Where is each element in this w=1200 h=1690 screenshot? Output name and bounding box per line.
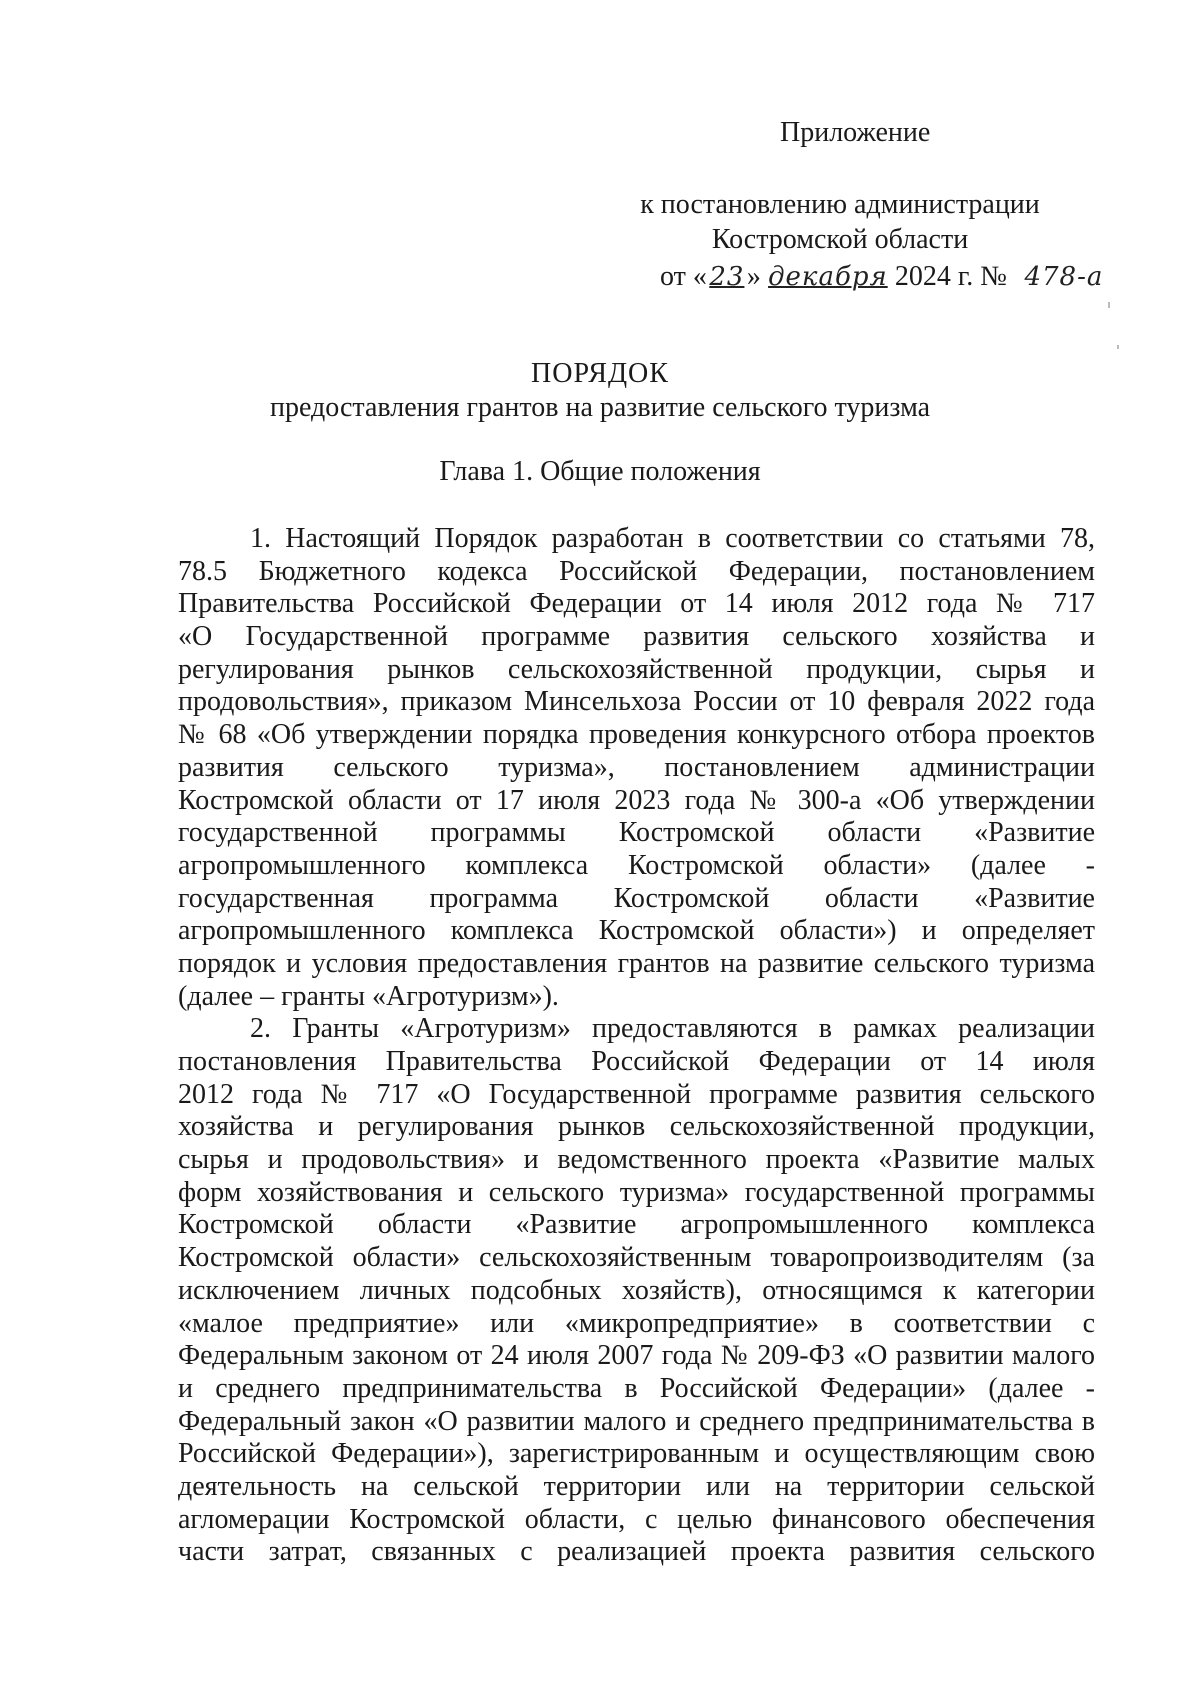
text-line: продовольствия», приказом Минсельхоза России от 10 февраля 2022 года	[178, 686, 1095, 718]
text-line: № 68 «Об утверждении порядка проведения конкурсного отбора проектов	[178, 719, 1095, 751]
paragraph-2	[178, 1013, 1095, 1569]
text-line: агломерации Костромской области, с целью финансового обеспечения	[178, 1503, 1095, 1535]
handwritten-doc-number: 478-а	[1024, 262, 1104, 292]
text-line: развития сельского туризма», постановлением администрации	[178, 751, 1095, 783]
text-line: Костромской области «Развитие агропромышленного комплекса	[178, 1209, 1095, 1241]
text-line: порядок и условия предоставления грантов на развитие сельского туризма	[178, 947, 1095, 979]
body-text	[178, 523, 1095, 1569]
text-line: агропромышленного комплекса Костромской области» (далее -	[178, 849, 1095, 881]
scan-speck	[1117, 345, 1119, 349]
text-line: государственная программа Костромской области «Развитие	[178, 882, 1095, 914]
scan-speck	[1108, 302, 1110, 308]
annex-region-line: Костромской области	[711, 224, 969, 255]
text-line: 78.5 Бюджетного кодекса Российской Федерации, постановлением	[178, 555, 1095, 587]
text-line: (далее – гранты «Агротуризм»).	[178, 980, 559, 1012]
text-line: агропромышленного комплекса Костромской области») и определяет	[178, 915, 1095, 947]
text-line: сырья и продовольствия» и ведомственного проекта «Развитие малых	[178, 1144, 1095, 1176]
text-line: Российской Федерации»), зарегистрированным и осуществляющим свою	[178, 1438, 1095, 1470]
text-line: деятельность на сельской территории или на территории сельской	[178, 1470, 1095, 1502]
text-line: государственной программы Костромской области «Развитие	[178, 817, 1095, 849]
handwritten-day: 23	[709, 262, 745, 292]
text-line: «малое предприятие» или «микропредприятие» в соответствии с	[178, 1307, 1095, 1339]
text-line: хозяйства и регулирования рынков сельскохозяйственной продукции,	[178, 1111, 1095, 1143]
text-line: форм хозяйствования и сельского туризма» государственной программы	[178, 1176, 1095, 1208]
text-line: Правительства Российской Федерации от 14 июля 2012 года № 717	[178, 588, 1095, 620]
text-line: постановления Правительства Российской Федерации от 14 июля	[178, 1046, 1095, 1077]
chapter-heading: Глава 1. Общие положения	[439, 456, 761, 487]
date-year: 2024 г. №	[894, 261, 1007, 292]
annex-resolution-line: к постановлению администрации	[640, 189, 1040, 220]
document-subtitle: предоставления грантов на развитие сельского туризма	[269, 392, 931, 423]
text-line: части затрат, связанных с реализацией проекта развития сельского	[178, 1536, 1095, 1568]
annex-title: Приложение	[780, 117, 931, 148]
paragraph-1	[178, 523, 1095, 1013]
document-title: ПОРЯДОК	[531, 358, 669, 389]
text-line: Костромской области от 17 июля 2023 года № 300-а «Об утверждении	[178, 784, 1095, 816]
text-line: и среднего предпринимательства в Российской Федерации» (далее -	[178, 1372, 1095, 1404]
text-line: Федеральным законом от 24 июля 2007 года № 209-ФЗ «О развитии малого	[178, 1340, 1095, 1372]
text-line: исключением личных подсобных хозяйств), относящимся к категории	[178, 1274, 1095, 1306]
annex-date-line	[660, 260, 1114, 294]
date-mid: »	[746, 261, 761, 292]
text-line: Федеральный закон «О развитии малого и среднего предпринимательства в	[178, 1405, 1095, 1437]
text-line: регулирования рынков сельскохозяйственной продукции, сырья и	[178, 653, 1095, 685]
date-prefix: от «	[660, 261, 707, 292]
text-line: «О Государственной программе развития сельского хозяйства и	[178, 621, 1095, 653]
text-line: Костромской области» сельскохозяйственным товаропроизводителям (за	[178, 1242, 1095, 1274]
text-line: 2012 года № 717 «О Государственной программе развития сельского	[178, 1078, 1095, 1110]
text-line: 1. Настоящий Порядок разработан в соответствии со статьями 78,	[250, 523, 1095, 554]
text-line: 2. Гранты «Агротуризм» предоставляются в рамках реализации	[250, 1013, 1095, 1045]
handwritten-month: декабря	[768, 262, 888, 292]
